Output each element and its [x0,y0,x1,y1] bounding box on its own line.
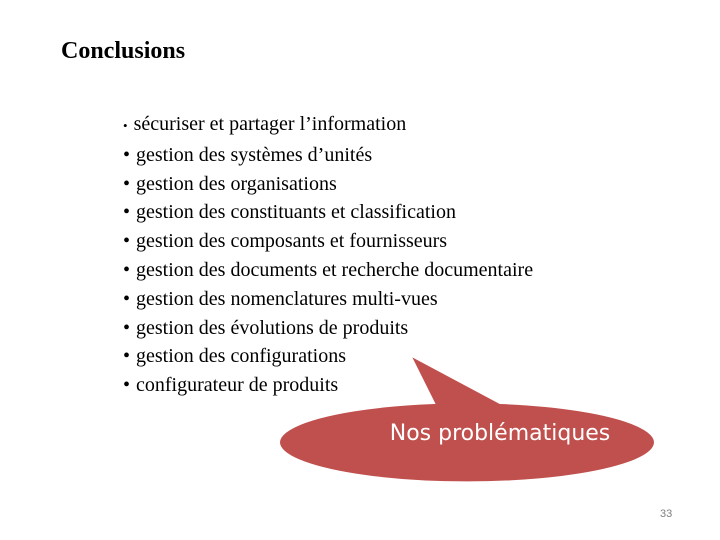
slide-title: Conclusions [61,38,186,64]
bullet-dot: • [123,201,131,224]
page-number: 33 [660,508,673,520]
bullet-dot: • [123,316,131,339]
bullet-text: gestion des constituants et classification [136,201,456,224]
bullet-text: gestion des composants et fournisseurs [136,230,448,253]
bullet-dot: • [123,287,131,310]
callout-shape [279,355,655,482]
bullet-text: gestion des nomenclatures multi-vues [136,287,438,310]
bullet-text: configurateur de produits [136,374,339,397]
bullet-dot: • [123,345,131,368]
bullet-text: gestion des documents et recherche documentaire [136,258,534,281]
bullet-text: gestion des évolutions de produits [136,316,409,339]
callout-label: Nos problématiques [389,421,611,446]
bullet-dot: • [123,374,131,397]
bullet-dot: • [123,143,131,166]
bullet-dot: • [123,118,128,133]
bullet-text: gestion des organisations [136,172,337,195]
bullet-dot: • [123,172,131,195]
bullet-text: gestion des configurations [136,345,346,368]
bullet-text: sécuriser et partager l’information [133,113,407,135]
bullet-dot: • [123,230,131,253]
bullet-text: gestion des systèmes d’unités [136,143,373,166]
bullet-dot: • [123,258,131,281]
